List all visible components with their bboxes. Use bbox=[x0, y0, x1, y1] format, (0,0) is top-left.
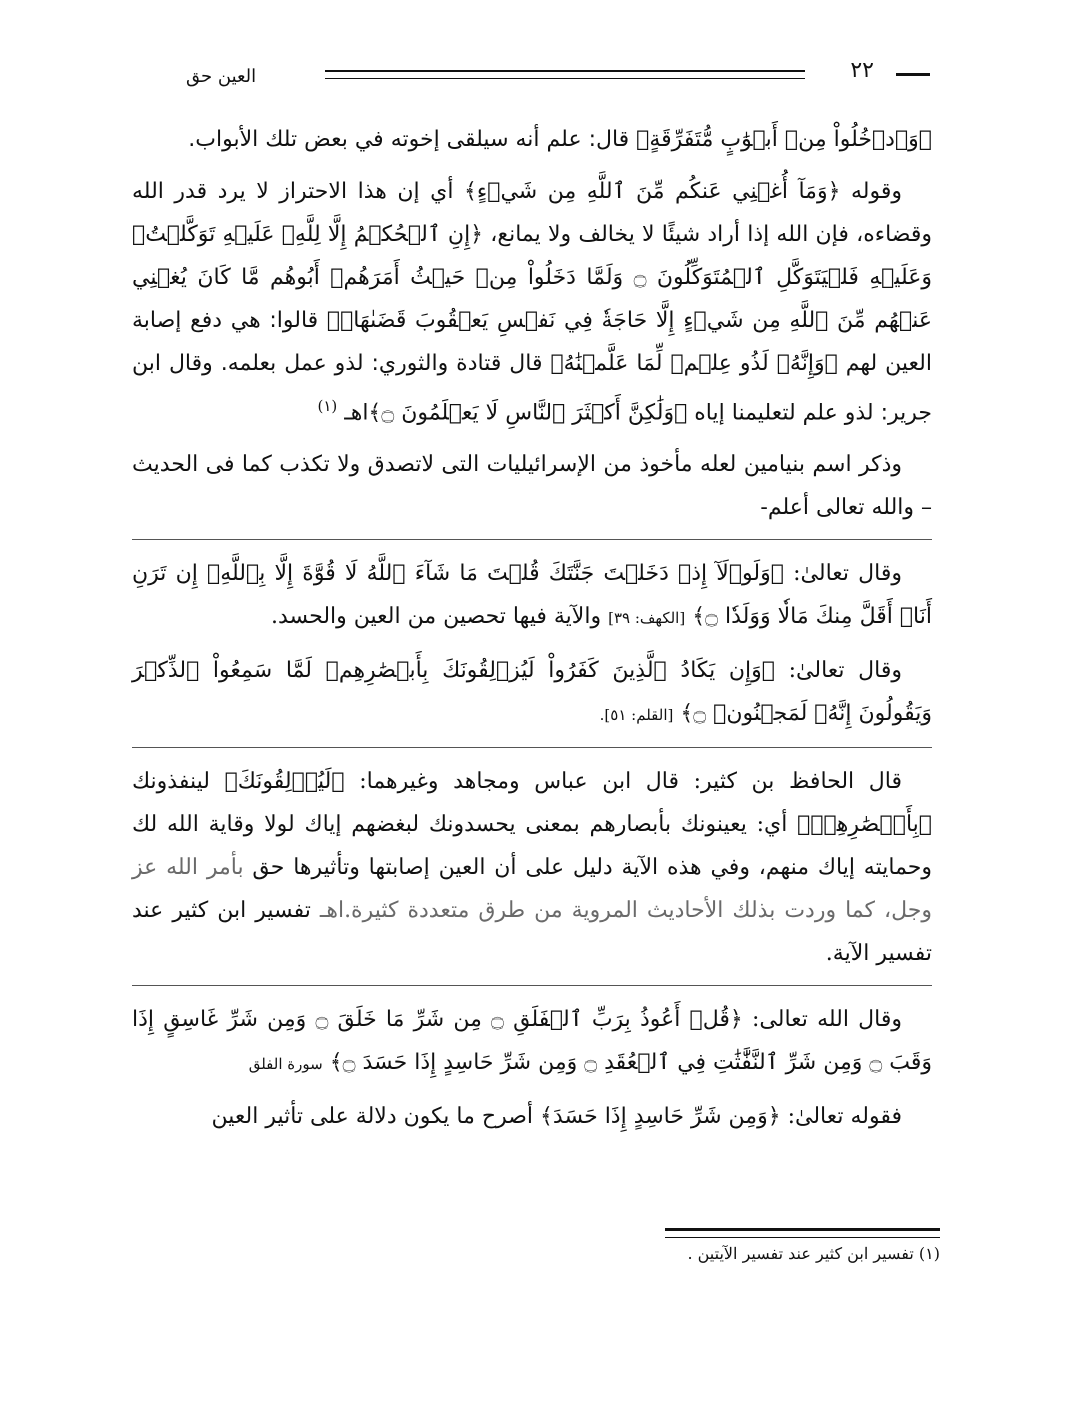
footnote: (١) تفسير ابن كثير عند تفسير الآيتين . bbox=[687, 1244, 940, 1263]
paragraph-8 bbox=[132, 1095, 932, 1138]
page-number: ٢٢ bbox=[850, 58, 874, 83]
paragraph-5-intro: وقال تعالىٰ: bbox=[788, 658, 903, 684]
section-divider bbox=[132, 539, 932, 540]
running-title: العين حق bbox=[186, 66, 257, 87]
section-divider bbox=[132, 747, 932, 748]
paragraph-5 bbox=[132, 649, 932, 737]
footnote-rule bbox=[665, 1228, 940, 1238]
header-dash bbox=[896, 73, 930, 76]
paragraph-4 bbox=[132, 552, 932, 640]
paragraph-2-text: وقوله ﴿وَمَآ أُغۡنِي عَنكُم مِّنَ ٱللَّهِ مِن شَيۡءٍ﴾ أي إن هذا الاحتراز لا يرد قدر الله وقضاءه، فإن الله إذا أراد شيئًا لا يخالف ولا يمانع، ﴿إِنِ ٱلۡحُكۡمُ إِلَّا لِلَّهِۖ عَلَيۡهِ تَوَكَّلۡتُۖ وَعَلَيۡهِ فَلۡيَتَوَكَّلِ ٱلۡمُتَوَكِّلُونَ ۝ وَلَمَّا دَخَلُواْ مِنۡ حَيۡثُ أَمَرَهُمۡ أَبُوهُم مَّا كَانَ يُغۡنِي عَنۡهُم مِّنَ ٱللَّهِ مِن شَيۡءٍ إِلَّا حَاجَةٗ فِي نَفۡسِ يَعۡقُوبَ قَضَىٰهَاۚ﴾ قالوا: هي دفع إصابة العين لهم ﴿وَإِنَّهُۥ لَذُو عِلۡمٖ لِّمَا عَلَّمۡنَٰهُ﴾ قال قتادة والثوري: لذو عمل بعلمه. وقال ابن جرير: لذو علم لتعليمنا إياه ﴿وَلَٰكِنَّ أَكۡثَرَ ٱلنَّاسِ لَا يَعۡلَمُونَ ۝﴾اهـ bbox=[132, 179, 932, 426]
section-divider bbox=[132, 985, 932, 986]
paragraph-6-tail: تفسير ابن كثير عند تفسير الآية. bbox=[132, 898, 932, 967]
paragraph-3 bbox=[132, 443, 932, 529]
paragraph-7-intro: وقال الله تعالى: bbox=[752, 1007, 902, 1033]
paragraph-8-intro: فقوله تعالىٰ: bbox=[787, 1104, 902, 1130]
paragraph-4-reference: [الكهف: ٣٩] bbox=[608, 609, 686, 628]
body-text bbox=[132, 118, 932, 1147]
paragraph-4-intro: وقال تعالىٰ: bbox=[793, 561, 903, 587]
paragraph-6-text: قال الحافظ بن كثير: قال ابن عباس ومجاهد وغيرهما: ﴿لَيُزۡلِقُونَكَ﴾ لينفذونك ﴿بِأَبۡصَٰرِهِمۡ﴾ أي: يعينونك بأبصارهم بمعنى يحسدونك لبغضهم إياك لولا وقاية الله لك وحمايته إياك منهم، وفي هذه الآية دليل على أن العين إصابتها وتأثيرها حق bbox=[132, 769, 933, 881]
paragraph-2 bbox=[132, 170, 932, 434]
paragraph-5-verse: ﴿وَإِن يَكَادُ ٱلَّذِينَ كَفَرُواْ لَيُزۡلِقُونَكَ بِأَبۡصَٰرِهِمۡ لَمَّا سَمِعُواْ ٱلذِّكۡرَ وَيَقُولُونَ إِنَّهُۥ لَمَجۡنُونٞ ۝﴾ bbox=[132, 658, 932, 727]
paragraph-8-tail: أصرح ما يكون دلالة على تأثير العين bbox=[211, 1104, 534, 1130]
paragraph-7-reference: سورة الفلق bbox=[248, 1055, 323, 1074]
paragraph-4-verse: ﴿وَلَوۡلَآ إِذۡ دَخَلۡتَ جَنَّتَكَ قُلۡتَ مَا شَآءَ ٱللَّهُ لَا قُوَّةَ إِلَّا بِٱللَّهِۚ إِن تَرَنِ أَنَا۠ أَقَلَّ مِنكَ مَالٗا وَوَلَدٗا ۝﴾ bbox=[132, 561, 932, 630]
running-header bbox=[150, 58, 930, 98]
paragraph-1 bbox=[132, 118, 932, 161]
footnote-marker[interactable]: (١) bbox=[317, 397, 338, 415]
paragraph-3-text: وذكر اسم بنيامين لعله مأخوذ من الإسرائيليات التى لاتصدق ولا تكذب كما فى الحديث – والله تعالى أعلم- bbox=[132, 452, 932, 521]
paragraph-6 bbox=[132, 760, 932, 975]
paragraph-7 bbox=[132, 998, 932, 1086]
paragraph-4-tail: والآية فيها تحصين من العين والحسد. bbox=[270, 604, 602, 630]
paragraph-6-faded-text: بأمر الله عز وجل، كما وردت بذلك الأحاديث المروية من طرق متعددة كثيرة.اهـ bbox=[132, 855, 932, 924]
paragraph-5-reference: [القلم: ٥١]. bbox=[599, 706, 674, 725]
paragraph-8-verse: ﴿وَمِن شَرِّ حَاسِدٍ إِذَا حَسَدَ﴾ bbox=[540, 1104, 781, 1130]
paragraph-7-verse: ﴿قُلۡ أَعُوذُ بِرَبِّ ٱلۡفَلَقِ ۝ مِن شَرِّ مَا خَلَقَ ۝ وَمِن شَرِّ غَاسِقٍ إِذَا وَقَبَ ۝ وَمِن شَرِّ ٱلنَّفَّٰثَٰتِ فِي ٱلۡعُقَدِ ۝ وَمِن شَرِّ حَاسِدٍ إِذَا حَسَدَ ۝﴾ bbox=[132, 1007, 932, 1076]
paragraph-1-text: ﴿وَٱدۡخُلُواْ مِنۡ أَبۡوَٰبٍ مُّتَفَرِّقَةٍ﴾ قال: علم أنه سيلقى إخوته في بعض تلك الأبواب. bbox=[188, 127, 932, 152]
header-rule bbox=[325, 70, 805, 79]
